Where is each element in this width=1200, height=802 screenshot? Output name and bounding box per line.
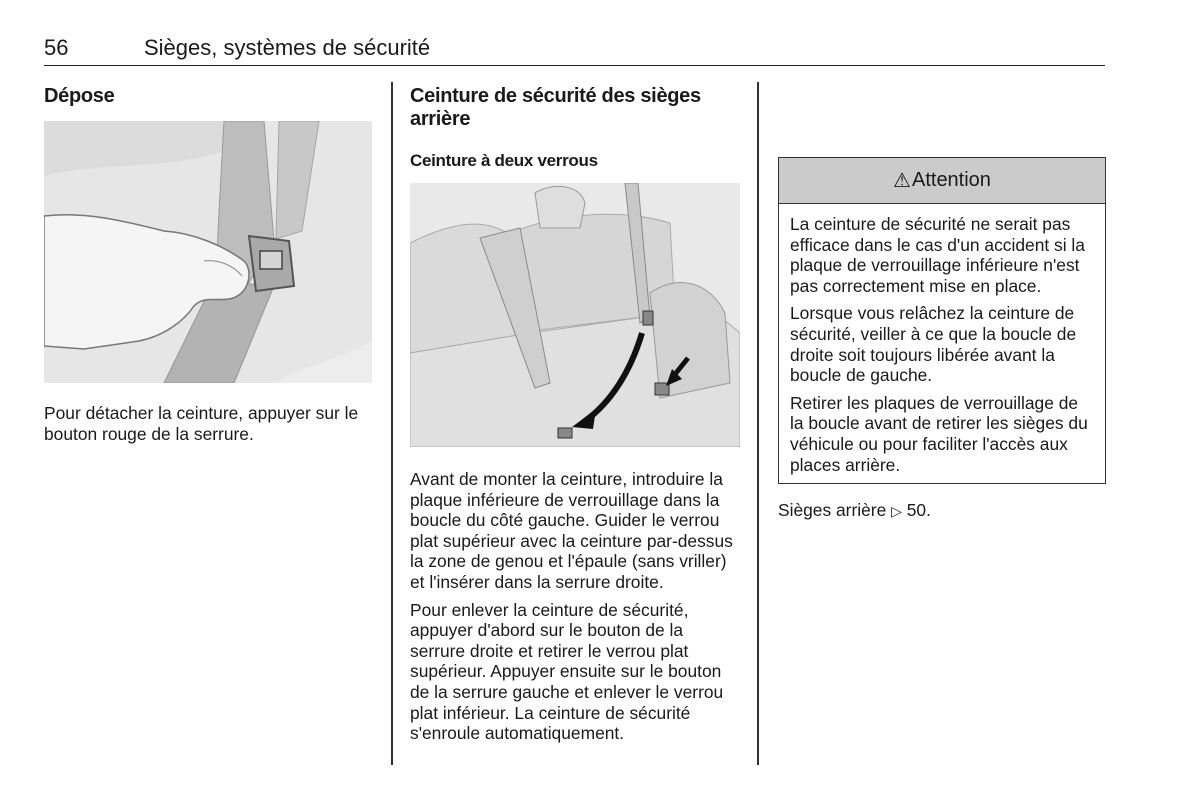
depose-paragraph: Pour détacher la ceinture, appuyer sur le bouton rouge de la serrure. [44, 403, 359, 444]
column-middle [410, 82, 740, 744]
attention-body [779, 204, 1105, 483]
section-heading-rear-belt: Ceinture de sécurité des sièges arrière [410, 85, 701, 130]
attention-paragraph: Lorsque vous relâchez la ceinture de sécurité, veiller à ce que la boucle de droite soit toujours libérée avant la boucle de gauche. [790, 303, 1077, 386]
page-number: 56 [44, 35, 69, 60]
rear-seat-belt-illustration [410, 183, 740, 447]
crossref-page-link[interactable]: 50. [906, 500, 931, 521]
column-divider [391, 82, 393, 765]
page-header [44, 33, 1105, 66]
warning-triangle-icon: ⚠ [893, 170, 911, 192]
column-left [44, 82, 374, 444]
attention-paragraph: La ceinture de sécurité ne serait pas efficace dans le cas d'un accident si la plaque de verrouillage inférieure n'est pas correctement mise en place. [790, 214, 1085, 296]
column-continuation-spacer [778, 82, 1106, 157]
subheading-two-lock-belt: Ceinture à deux verrous [410, 151, 598, 170]
attention-box [778, 157, 1106, 484]
crossref-text: Sièges arrière [778, 500, 887, 521]
removal-paragraph: Pour enlever la ceinture de sécurité, appuyer d'abord sur le bouton de la serrure droite et retirer le verrou plat supérieur. Appuyer ensuite sur le bouton de la serrure gauche et enlever le verrou plat inférieur. La ceinture de sécurité s'enroule automatiquement. [410, 599, 724, 744]
cross-reference [778, 500, 1106, 522]
attention-title: Attention [911, 169, 991, 191]
belt-release-illustration [44, 121, 372, 383]
page-title: Sièges, systèmes de sécurité [144, 35, 431, 60]
column-divider [757, 82, 759, 765]
attention-paragraph: Retirer les plaques de verrouillage de la boucle avant de retirer les sièges du véhicule ou pour faciliter l'accès aux places arrière. [790, 392, 1088, 475]
section-heading-depose: Dépose [44, 85, 115, 107]
mounting-paragraph: Avant de monter la ceinture, introduire la plaque inférieure de verrouillage dans la boucle du côté gauche. Guider le verrou plat supérieur avec la ceinture par-dessus la zone de genou et l'épaule (sans vriller) et l'insérer dans la serrure droite. [410, 469, 733, 592]
column-right [778, 82, 1106, 522]
attention-header [779, 158, 1105, 204]
crossref-arrow-icon: ▷ [891, 503, 902, 520]
